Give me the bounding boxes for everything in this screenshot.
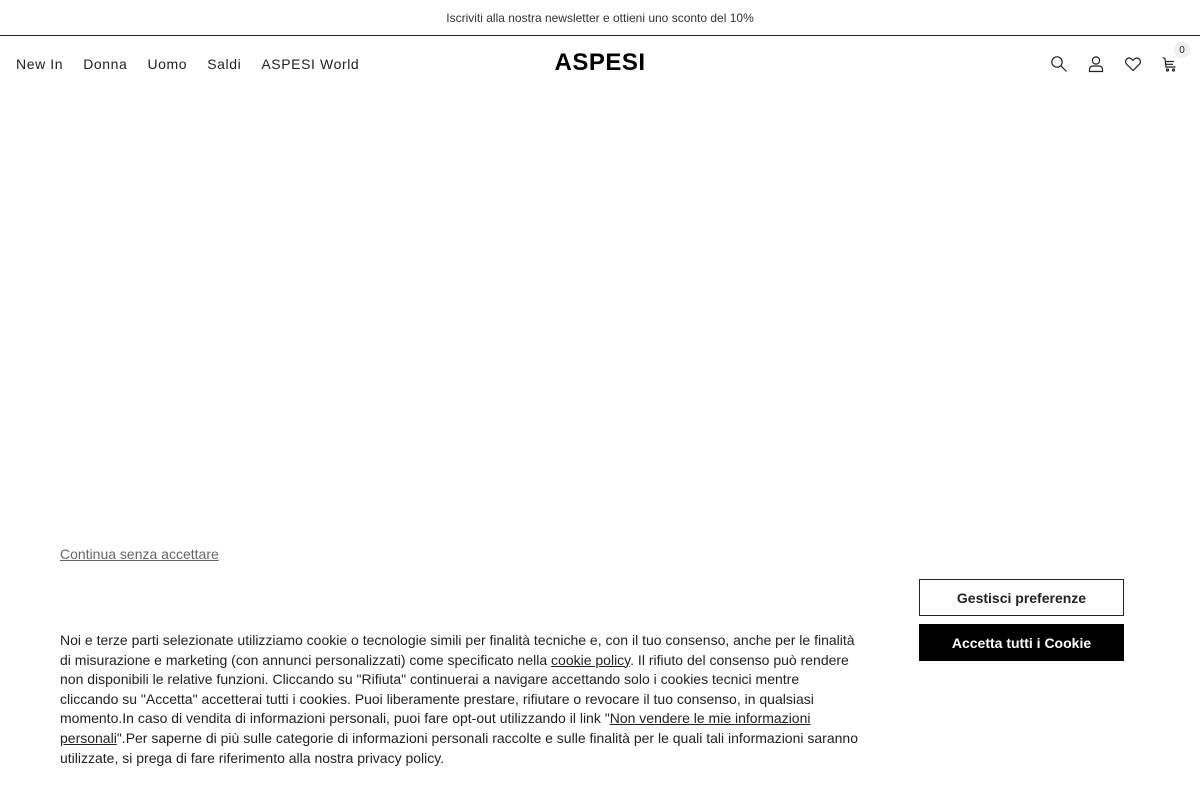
header-icons [1049,36,1185,92]
cookie-policy-link[interactable]: cookie policy [551,651,631,668]
search-icon [1050,55,1068,73]
cookie-notice-text [60,631,860,768]
cart-button[interactable] [1160,44,1185,74]
cookie-text-part2: . Il rifiuto del consenso può rendere non disponibili le relative funzioni. Cliccando su "Rifiuta" continuerai a navigare accettando solo i cookies tecnici mentre cliccando su "Accetta" accetterai tutti i cookies. Puoi liberamente prestare, rifiutare o revocare il tuo consenso, in qualsiasi momento.In caso di vendita di informazioni personali, puoi fare opt-out utilizzando il link " [60,651,849,727]
cart-count-badge: 0 [1174,42,1190,58]
cookie-text-part3: ".Per saperne di più sulle categorie di informazioni personali raccolte e sulle finalità per le quali tali informazioni saranno utilizzate, si prega di fare riferimento alla nostra privacy policy. [60,729,858,766]
accept-all-cookies-button[interactable]: Accetta tutti i Cookie [919,624,1124,661]
heart-icon [1124,55,1142,73]
main-nav [0,56,379,72]
search-button[interactable] [1049,54,1069,74]
account-button[interactable] [1086,54,1106,74]
nav-item-donna[interactable]: Donna [83,56,128,72]
nav-item-uomo[interactable]: Uomo [147,56,188,72]
logo[interactable]: ASPESI [554,49,646,76]
promo-text[interactable]: Iscriviti alla nostra newsletter e ottieni uno sconto del 10% [446,10,754,25]
do-not-sell-link[interactable]: Non vendere le mie informazioni personali [60,710,811,746]
cart-icon [1161,55,1179,73]
wishlist-button[interactable] [1123,54,1143,74]
cookie-text-part1: Noi e terze parti selezionate utilizziamo cookie o tecnologie simili per finalità tecniche e, con il tuo consenso, anche per le finalità di misurazione e marketing (con annunci personalizzati) come specificato nella [60,632,855,668]
site-header [0,36,1200,92]
nav-item-new-in[interactable]: New In [16,56,64,72]
cookie-banner [0,530,1200,800]
nav-item-aspesi-world[interactable]: ASPESI World [261,56,360,72]
nav-item-saldi[interactable]: Saldi [207,56,242,72]
user-icon [1087,55,1105,73]
promo-bar[interactable] [0,0,1200,36]
manage-preferences-button[interactable]: Gestisci preferenze [919,579,1124,616]
continue-without-accepting-link[interactable]: Continua senza accettare [60,546,219,562]
